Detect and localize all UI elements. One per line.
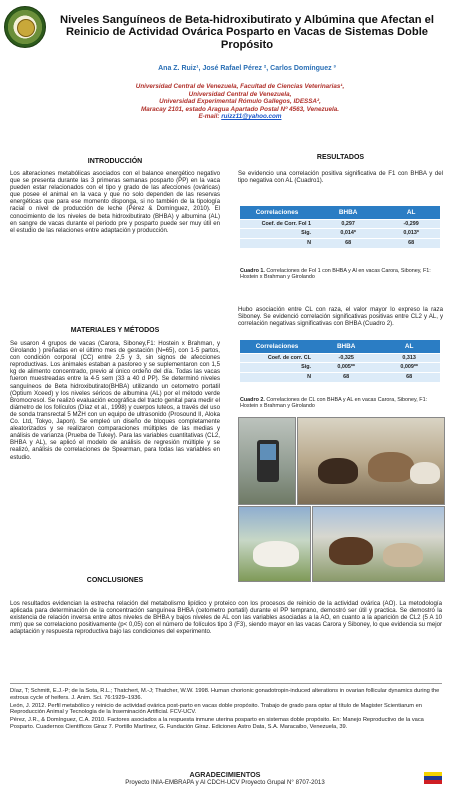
- table-cell: 68: [314, 372, 378, 382]
- email-link[interactable]: ruizz11@yahoo.com: [221, 113, 282, 121]
- table-cell: N: [240, 238, 314, 248]
- reference-item: Pérez, J.R., & Domínguez, C.A. 2010. Factores asociados a la respuesta inmune uterina posparto en sistemas doble propósito. En: Manejo Reproductivo de la vaca Posparto. Cuadernos Científicos Giraz 7. Portillo Martínez, G. Fundación Giraz. Ediciones Astro Data, S.A. Maracaibo, Venezuela, 39.: [10, 717, 424, 730]
- conclusiones-text: Los resultados evidencian la estrecha relación del metabolismo lipídico y proteico con los procesos de reinicio de la actividad ovárica (AO). La metodología aplicada para determinación de la concentración sanguínea BHBA (cetometro portatil) durante el PP temprano, demostró ser útil y practica. Se demostró la existencia de relación inversa entre altos niveles de BHBA y bajos niveles de AL con las variables asociadas a la AO, en cuanto a la aparición de CL2 (5 A 10 mm) que se correlaciono positivamente (p< 0,05) con el número de folículos tipo 3 (F3), siendo mayor en las vacas Carora y Siboney, lo que evidencia su mejor adaptación y respuesta reproductiva bajo las condiciones del experimento.: [10, 600, 442, 636]
- affiliation-line: Maracay 2101, estado Aragua Apartado Postal Nº 4563, Venezuela.: [141, 105, 339, 113]
- venezuela-flag-icon: [424, 772, 442, 784]
- affiliation: [40, 83, 440, 121]
- table-cell: 68: [382, 238, 440, 248]
- materiales-heading: MATERIALES Y MÉTODOS: [70, 327, 160, 334]
- table-cell: Sig.: [240, 363, 314, 373]
- table-header-cell: AL: [378, 340, 440, 353]
- table-header-row: [240, 340, 440, 353]
- authors: Ana Z. Ruiz¹, José Rafael Pérez ², Carlos Domínguez ³: [158, 65, 336, 72]
- cuadro1-caption: [240, 268, 444, 281]
- table-row: [240, 229, 440, 239]
- ketometer-device-icon: [257, 440, 279, 482]
- table-cell: 68: [378, 372, 440, 382]
- resultados-text-1: Se evidencio una correlación positiva significativa de F1 con BHBA y del tipo negativa con AL (Cuadro1).: [238, 170, 443, 185]
- table-header-cell: BHBA: [314, 206, 382, 219]
- table-header-row: [240, 206, 440, 219]
- photo-herd: [312, 506, 445, 582]
- poster-title: Niveles Sanguíneos de Beta-hidroxibutirato y Albúmina que Afectan el Reinicio de Actividad Ovárica Posparto en Vacas de Sistemas Doble Propósito: [59, 14, 435, 51]
- table-cell: 0,297: [314, 219, 382, 229]
- table-cell: 0,009**: [378, 363, 440, 373]
- caption-label: Cuadro 1.: [240, 268, 265, 274]
- table-cell: 0,005**: [314, 363, 378, 373]
- cow-shape: [329, 537, 373, 565]
- email-line: [40, 113, 440, 121]
- photo-ketometer: [238, 417, 296, 505]
- resultados-heading: RESULTADOS: [316, 154, 365, 161]
- materiales-text: Se usaron 4 grupos de vacas (Carora, Siboney,F1: Hostein x Brahman, y Girolando ) preñadas en el último mes de gestación (N=65), con 1-5 partos, con condición corporal (CC) entre 2,5 y 3, sin signos de afecciones reproductivas. Los animales estaban a pastoreo y se suplementaron con 1,5 kg de alimento concentrado, previo al único ordeño del día. Todas las vacas fueron muestreadas entre la 4-5 sem (33 a 40 d PP). Se determinó niveles sanguíneos de Beta hidroxibutirato(BHBA) utilizando un cetometro portatil (Optium Xceed) y los niveles séricos de albumina (AL) por el método verde Bromocresol. Se realizó evaluación ecográfica del tracto genital para medir el diámetro de los folículos (Díaz et al., 1998) y cuerpos luteos, a través del uso de sonda transrectal 5 MZH con un equipo de ultrasonido (Prosound II, Aloka Co. Ltd, Tokyo, Japon). Se empleó un diseño de bloques completamente aleatorizados y se realizaron comparaciones múltiples de las medias y análisis de varianza (Prueba de Tukey). Para las variables cuantitativas (CL2, BHBA y AL), se aplicó el modelo de análisis de regresión múltiple y se realizó, análisis de correlaciones de Spearman, para todas las variables en estudio.: [10, 340, 220, 461]
- referencias: [10, 688, 440, 732]
- affiliation-line: Universidad Central de Venezuela, Facultad de Ciencias Veterinarias¹,: [135, 83, 345, 90]
- table-row: [240, 363, 440, 373]
- table-header-cell: AL: [382, 206, 440, 219]
- cuadro2-table: [240, 340, 440, 382]
- cow-shape: [253, 541, 299, 567]
- conclusiones-heading: CONCLUSIONES: [86, 577, 144, 584]
- table-cell: 68: [314, 238, 382, 248]
- table-row: [240, 238, 440, 248]
- introduccion-heading: INTRODUCCIÓN: [87, 158, 143, 165]
- introduccion-text: Los alteraciones metabólicas asociados con el balance energético negativo que se presenta durante las 3 primeras semanas posparto (PP) en la vaca pueden estar relacionados con el tipo y grado de las afecciones (ováricas) que posee el animal en la vaca y que no solo dependen de las reservas energéticas que para ese momento disponga, si no también de la tipología racial o nivel de producción de leche (Pérez & Domínguez, 2010). El conocimiento de los niveles de beta hidroxibutirato (BHBA) y albumina (AL) en sangre de vacas durante el periodo pre y posparto puede ser muy útil en el estudio de las relaciones entre adaptación y producción.: [10, 170, 220, 234]
- table-header-cell: BHBA: [314, 340, 378, 353]
- table-row: [240, 219, 440, 229]
- agradecimientos: [10, 770, 440, 786]
- table-row: [240, 372, 440, 382]
- university-seal-icon: [4, 6, 46, 48]
- table-cell: -0,325: [314, 353, 378, 363]
- table-cell: 0,014*: [314, 229, 382, 239]
- table-cell: Coef. de corr. CL: [240, 353, 314, 363]
- reference-item: León, J. 2012. Perfil metabólico y reinicio de actividad ovárica post-parto en vacas doble propósito. Trabajo de grado para optar al título de Magister Scientiarum en Reproducción Animal y Tecnologia de la Inseminación Artificial. FCV-UCV.: [10, 702, 422, 716]
- table-row: [240, 353, 440, 363]
- photo-cows-pen: [297, 417, 445, 505]
- cuadro1-table: [240, 206, 440, 248]
- table-cell: Sig.: [240, 229, 314, 239]
- table-cell: N: [240, 372, 314, 382]
- table-cell: -0,299: [382, 219, 440, 229]
- cow-shape: [383, 543, 423, 567]
- agradecimientos-text: Proyecto INIA-EMBRAPA y Al CDCH-UCV Proyecto Grupal N° 8707-2013: [125, 779, 325, 786]
- table-cell: Coef. de Corr. Fol 1: [240, 219, 314, 229]
- caption-text: Correlaciones de Fol 1 con BHBA y Al en vacas Carora, Siboney, F1: Hostein x Brahman y Girolando: [240, 268, 431, 281]
- affiliation-line: Universidad Experimental Rómulo Gallegos, IDESSA²,: [159, 98, 321, 106]
- table-cell: 0,313: [378, 353, 440, 363]
- affiliation-line: Universidad Central de Venezuela,: [188, 90, 292, 98]
- email-label: E-mail:: [198, 113, 220, 121]
- cow-shape: [368, 452, 414, 482]
- divider: [10, 683, 442, 684]
- cow-shape: [410, 462, 440, 484]
- caption-label: Cuadro 2.: [240, 397, 265, 403]
- resultados-text-2: Hubo asociación entre CL con raza, el valor mayor lo expreso la raza Siboney. Se evidenció correlación significativas positivas entre CL2 y AL, y correlación negativas significativas con BHBA (Cuadro 2).: [238, 306, 443, 328]
- photo-white-cow: [238, 506, 311, 582]
- caption-text: Correlaciones de CL con BHBA y AL en vacas Carora, Siboney, F1: Hostein x Brahman y Girolando: [240, 397, 428, 410]
- table-header-cell: Correlaciones: [240, 206, 314, 219]
- reference-item: Díaz, T; Schmitt, E.J.-P; de la Sota, R.L.; Thatchert, M.-J; Thatcher, W.W. 1998. Human chorionic gonadotropin-induced alterations in ovarian follicular dynamics during the estrous cycle of heifers. J. Anim. Sci. 76:1929–1936.: [10, 688, 440, 701]
- cuadro2-caption: [240, 397, 444, 410]
- cow-shape: [318, 458, 358, 484]
- agradecimientos-heading: AGRADECIMIENTOS: [189, 770, 261, 779]
- table-header-cell: Correlaciones: [240, 340, 314, 353]
- table-cell: 0,013*: [382, 229, 440, 239]
